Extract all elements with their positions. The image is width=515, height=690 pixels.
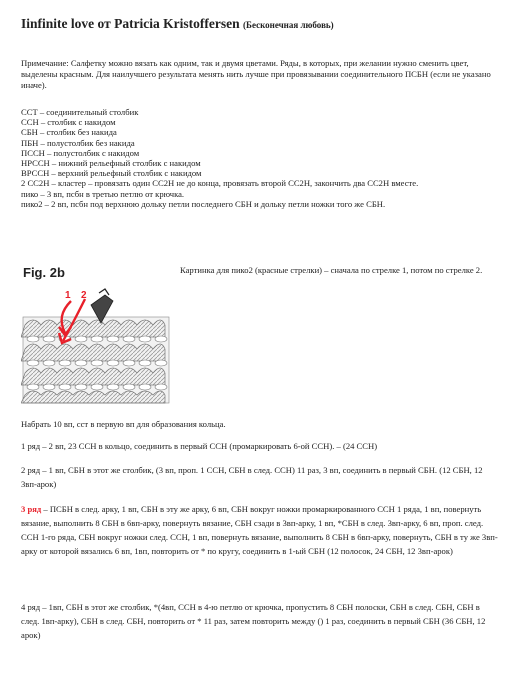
abbreviation-item: НРССН – нижний рельефный столбик с накидом bbox=[21, 158, 201, 169]
figure-label: Fig. 2b bbox=[23, 265, 65, 280]
row-2-instruction: 2 ряд – 1 вп, СБН в этот же столбик, (3 вп, проп. 1 ССН, СБН в след. ССН) 11 раз, 3 вп, соединить в первый СБН. (12 СБН, 12 3вп-арок) bbox=[21, 465, 483, 489]
abbreviation-item: 2 СС2Н – кластер – провязать один СС2Н не до конца, провязать второй СС2Н, закончить два СС2Н вместе. bbox=[21, 178, 419, 189]
abbreviation-item: ССТ – соединительный столбик bbox=[21, 107, 139, 117]
abbreviation-item: ПБН – полустолбик без накида bbox=[21, 137, 135, 148]
arrow-number-2: 2 bbox=[81, 290, 87, 301]
note-paragraph: Примечание: Салфетку можно вязать как одним, так и двумя цветами. Ряды, в которых, при желании нужно сменить цвет, выделены красным. Для наилучшего результата менять нить лучше при провязывании соединительного ПСБН (если не указано иначе). bbox=[21, 58, 491, 90]
row-3-text: – ПСБН в след. арку, 1 вп, СБН в эту же арку, 6 вп, СБН вокруг ножки промаркированного ССН 1 ряда, 1 вп, повернуть вязание, выполнить 8 СБН в 6вп-арку, повернуть вязание, СБН сзади в 3вп-арку, 1 вп, *СБН в след. 3вп-арку, 6 вп, проп. след. ССН 1-го ряда, СБН вокруг ножки след. ССН, 1 вп, повернуть вязание, выполнить 8 СБН в 6вп-арку, повернуть, СБН в ту же 3вп-арку от которой вязались 6 вп, 1вп, повторить от * по кругу, соединить в 1-ый СБН (12 полосок, 24 СБН, 12 3вп-арок) bbox=[21, 504, 498, 556]
arrow-number-1: 1 bbox=[65, 290, 71, 301]
title-main: Iinfinite love от Patricia Kristoffersen bbox=[21, 16, 240, 31]
title-sub: (Бесконечная любовь) bbox=[243, 20, 334, 30]
stitch-rows bbox=[21, 317, 169, 403]
document-title bbox=[21, 16, 334, 32]
abbreviation-item: пико – 3 вп, псбн в третью петлю от крючка. bbox=[21, 188, 185, 199]
abbreviation-item: ВРССН – верхний рельефный столбик с накидом bbox=[21, 168, 202, 179]
figure-2b-illustration bbox=[21, 265, 171, 405]
abbreviation-item: СБН – столбик без накида bbox=[21, 127, 117, 138]
start-instruction: Набрать 10 вп, сст в первую вп для образования кольца. bbox=[21, 419, 226, 429]
abbreviation-item: пико2 – 2 вп, псбн под верхнюю дольку петли последнего СБН и дольку петли ножки того же СБН. bbox=[21, 198, 386, 209]
abbreviation-item: ССН – столбик с накидом bbox=[21, 117, 116, 128]
abbreviation-item: ПССН – полустолбик с накидом bbox=[21, 147, 140, 158]
row-1-instruction: 1 ряд – 2 вп, 23 ССН в кольцо, соединить в первый ССН (промаркировать 6-ой ССН). – (24 ССН) bbox=[21, 441, 378, 451]
figure-caption: Картинка для пико2 (красные стрелки) – сначала по стрелке 1, потом по стрелке 2. bbox=[180, 265, 483, 275]
abbreviation-list bbox=[21, 107, 499, 209]
row-3-instruction bbox=[21, 502, 499, 558]
row-3-label: 3 ряд bbox=[21, 504, 42, 514]
row-4-instruction: 4 ряд – 1вп, СБН в этот же столбик, *(4вп, ССН в 4-ю петлю от крючка, пропустить 8 СБН полоски, СБН в след. СБН, СБН в след. 1вп-арку), СБН в след. СБН, повторить от * 11 раз, затем повторить между () 1 раз, соединить в первый СБН (36 СБН, 12 арок) bbox=[21, 602, 486, 640]
